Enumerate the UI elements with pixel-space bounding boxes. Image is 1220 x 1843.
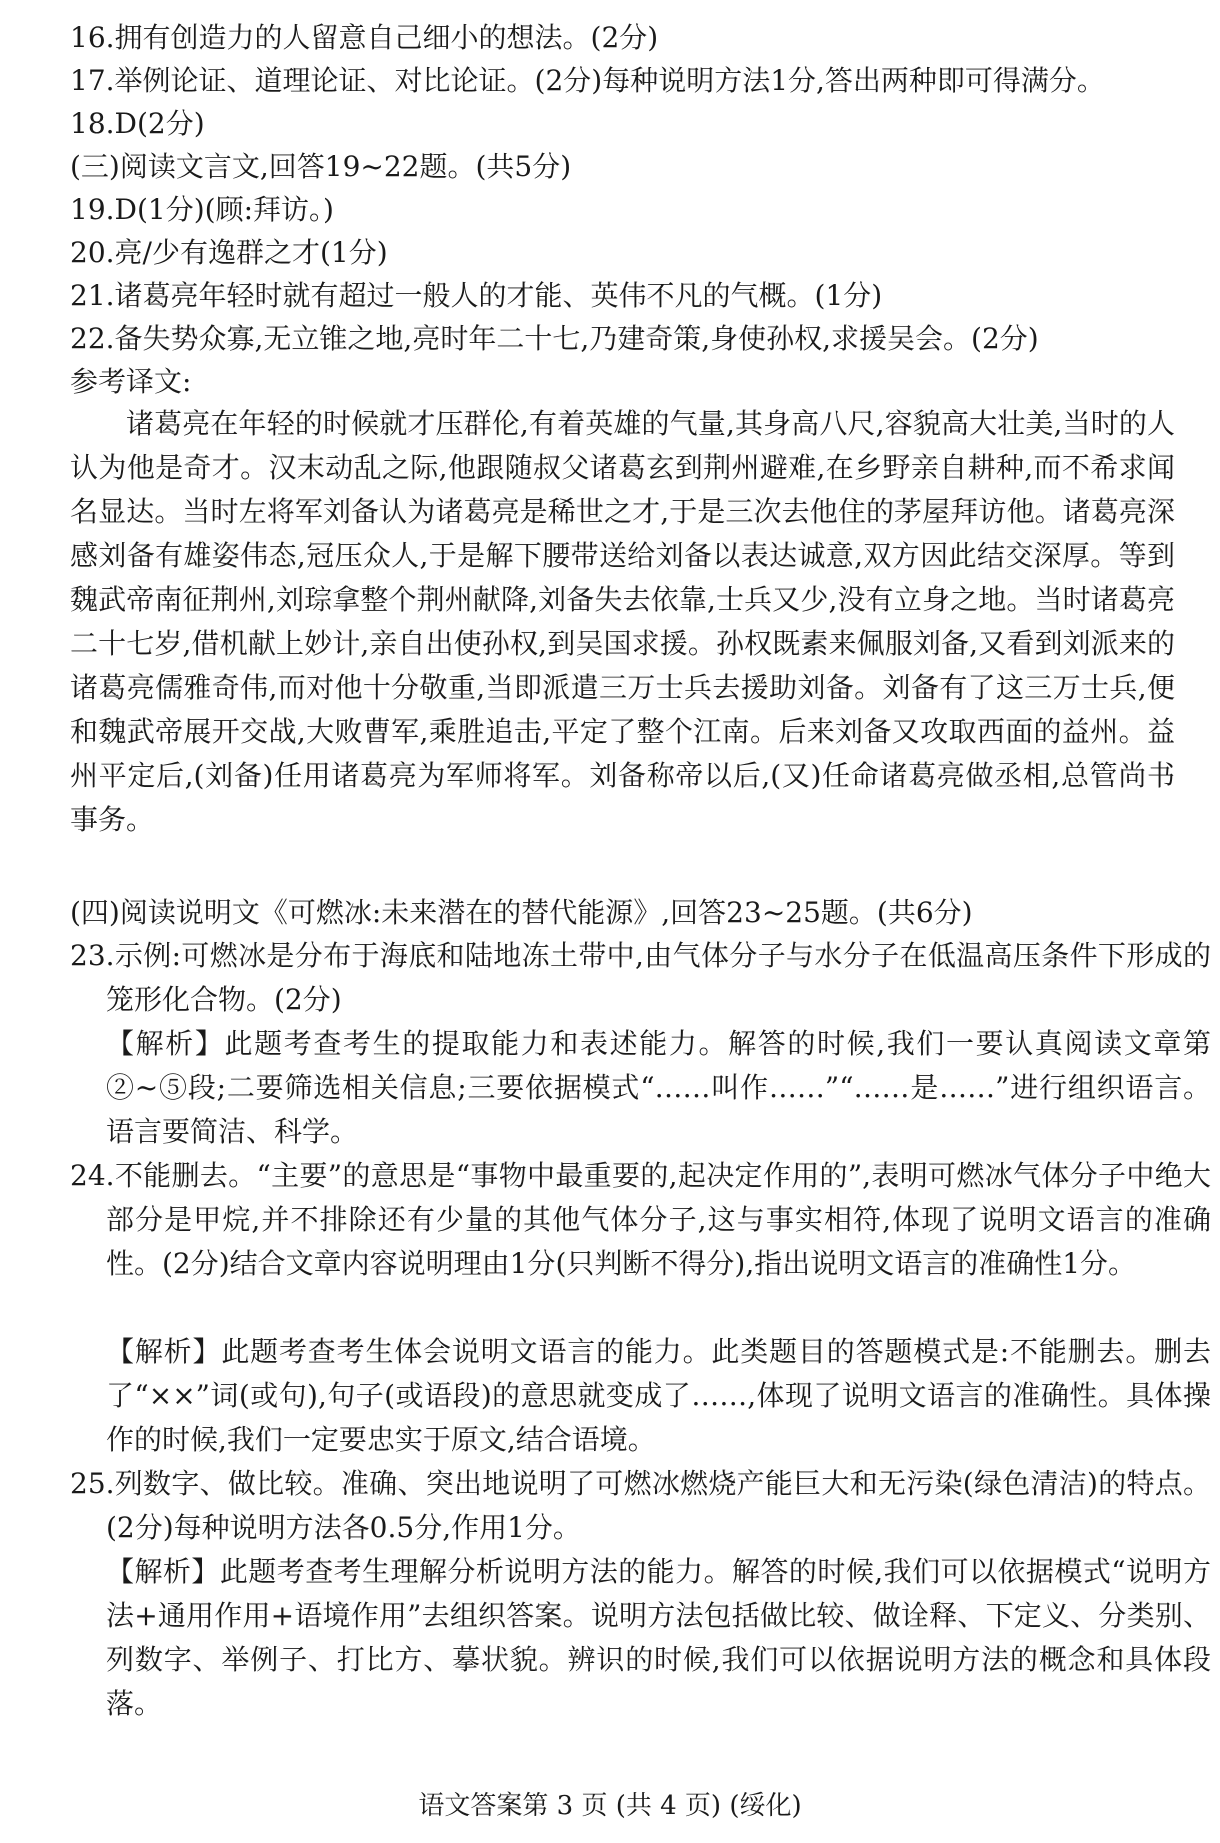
section-4-heading: (四)阅读说明文《可燃冰:未来潜在的替代能源》,回答23~25题。(共6分) (70, 896, 973, 929)
answer-19: 19.D(1分)(顾:拜访。) (70, 193, 334, 226)
section-3-heading: (三)阅读文言文,回答19~22题。(共5分) (70, 150, 572, 183)
answer-24-analysis: 【解析】此题考查考生体会说明文语言的能力。此类题目的答题模式是:不能删去。删去了“××”词(或句),句子(或语段)的意思就变成了……,体现了说明文语言的准确性。具体操作的时候,我们一定要忠实于原文,结合语境。 (106, 1335, 1211, 1456)
answer-22: 22.备失势众寡,无立锥之地,亮时年二十七,乃建奇策,身使孙权,求援吴会。(2分) (70, 322, 1039, 355)
answer-20: 20.亮/少有逸群之才(1分) (70, 236, 388, 269)
answer-18: 18.D(2分) (70, 107, 205, 140)
answer-21: 21.诸葛亮年轻时就有超过一般人的才能、英伟不凡的气概。(1分) (70, 279, 883, 312)
answer-25: 25.列数字、做比较。准确、突出地说明了可燃冰燃烧产能巨大和无污染(绿色清洁)的特点。(2分)每种说明方法各0.5分,作用1分。 (70, 1467, 1211, 1544)
answer-17: 17.举例论证、道理论证、对比论证。(2分)每种说明方法1分,答出两种即可得满分。 (70, 64, 1105, 97)
answer-23: 23.示例:可燃冰是分布于海底和陆地冻土带中,由气体分子与水分子在低温高压条件下形成的笼形化合物。(2分) (70, 939, 1211, 1016)
translation-text: 诸葛亮在年轻的时候就才压群伦,有着英雄的气量,其身高八尺,容貌高大壮美,当时的人认为他是奇才。汉末动乱之际,他跟随叔父诸葛玄到荆州避难,在乡野亲自耕种,而不希求闻名显达。当时左将军刘备认为诸葛亮是稀世之才,于是三次去他住的茅屋拜访他。诸葛亮深感刘备有雄姿伟态,冠压众人,于是解下腰带送给刘备以表达诚意,双方因此结交深厚。等到魏武帝南征荆州,刘琮拿整个荆州献降,刘备失去依靠,士兵又少,没有立身之地。当时诸葛亮二十七岁,借机献上妙计,亲自出使孙权,到吴国求援。孙权既素来佩服刘备,又看到刘派来的诸葛亮儒雅奇伟,而对他十分敬重,当即派遣三万士兵去援助刘备。刘备有了这三万士兵,便和魏武帝展开交战,大败曹军,乘胜追击,平定了整个江南。后来刘备又攻取西面的益州。益州平定后,(刘备)任用诸葛亮为军师将军。刘备称帝以后,(又)任命诸葛亮做丞相,总管尚书事务。 (70, 407, 1175, 836)
answer-25-analysis: 【解析】此题考查考生理解分析说明方法的能力。解答的时候,我们可以依据模式“说明方法+通用作用+语境作用”去组织答案。说明方法包括做比较、做诠释、下定义、分类别、列数字、举例子、打比方、摹状貌。辨识的时候,我们可以依据说明方法的概念和具体段落。 (106, 1555, 1211, 1720)
page-footer: 语文答案第 3 页 (共 4 页) (绥化) (418, 1791, 802, 1821)
answer-23-analysis: 【解析】此题考查考生的提取能力和表述能力。解答的时候,我们一要认真阅读文章第②~⑤段;二要筛选相关信息;三要依据模式“……叫作……”“……是……”进行组织语言。语言要简洁、科学。 (106, 1027, 1211, 1148)
answer-16: 16.拥有创造力的人留意自己细小的想法。(2分) (70, 21, 659, 54)
answer-24: 24.不能删去。“主要”的意思是“事物中最重要的,起决定作用的”,表明可燃冰气体分子中绝大部分是甲烷,并不排除还有少量的其他气体分子,这与事实相符,体现了说明文语言的准确性。(2分)结合文章内容说明理由1分(只判断不得分),指出说明文语言的准确性1分。 (70, 1159, 1211, 1280)
translation-label: 参考译文: (70, 365, 192, 398)
